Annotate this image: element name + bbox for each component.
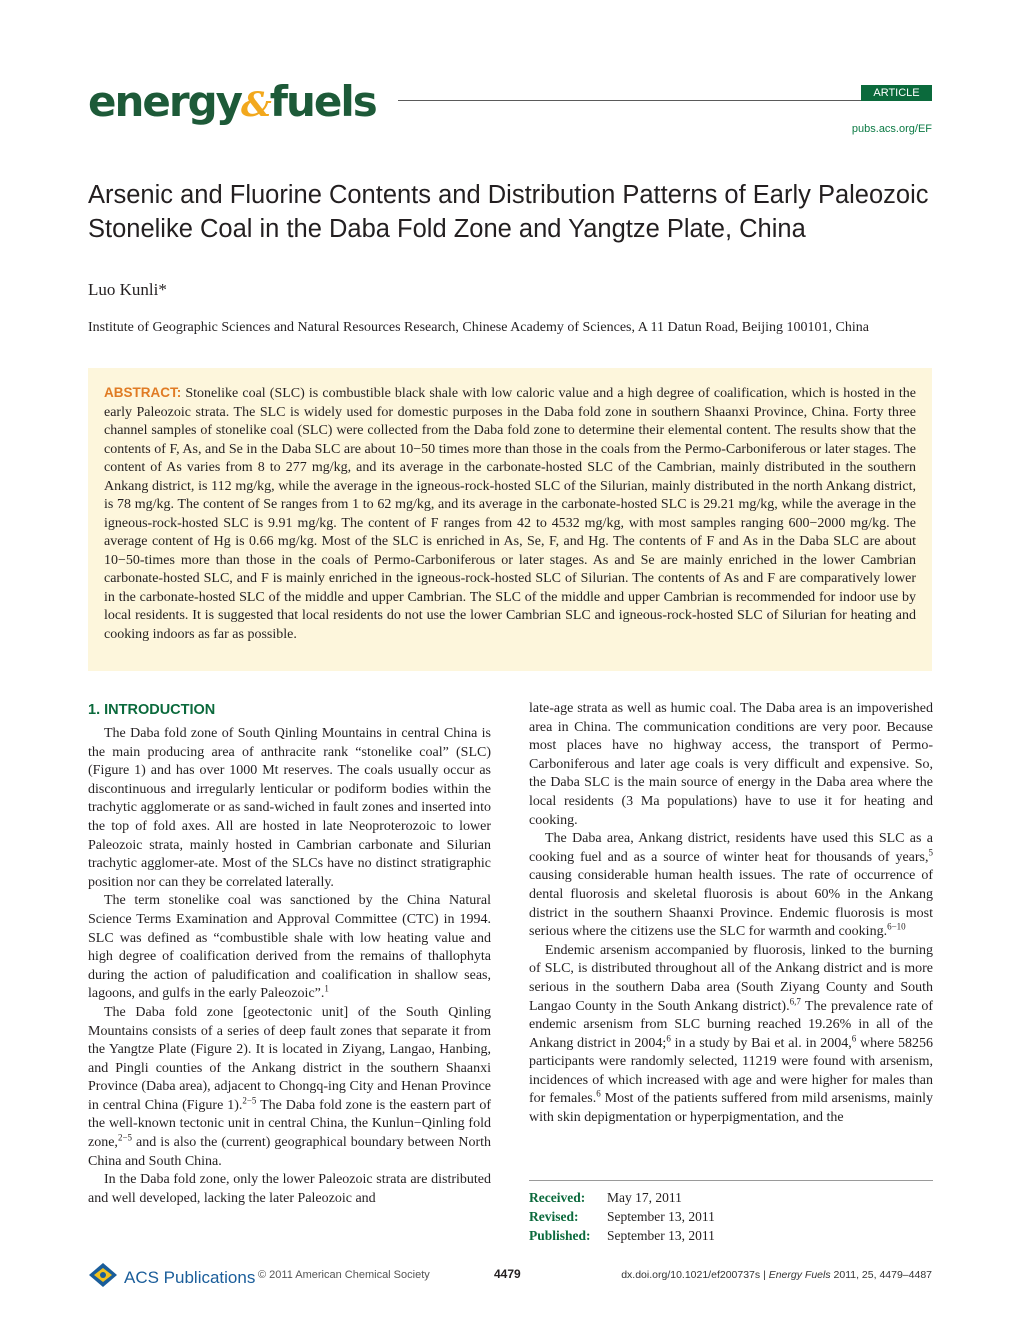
journal-abbrev: Energy Fuels xyxy=(768,1269,831,1281)
published-date: September 13, 2011 xyxy=(607,1228,715,1243)
received-date: May 17, 2011 xyxy=(607,1190,682,1205)
acs-publications-logo[interactable] xyxy=(88,1262,255,1293)
paragraph-intro-5: late-age strata as well as humic coal. The Daba area is an impoverished area in China. The communication conditions are very poor. Because most places have no highway access, the transport of Permo-Carboniferous and later age coals is very difficult and expensive. So, the Daba SLC is the main source of energy in the Daba area where the local residents (3 Ma populations) have to use it for heating and cooking. xyxy=(529,701,933,828)
abstract-text: Stonelike coal (SLC) is combustible black shale with low caloric value and a high degree of coalification, which is hosted in the early Paleozoic strata. The SLC is widely used for domestic purposes in the Daba fold zone in southern Shaanxi Province, China. Forty three channel samples of stonelike coal (SLC) were collected from the Daba fold zone to determine their elemental content. The results show that the contents of F, As, and Se in the Daba SLC are about 10−50 times more than those in the coals from the Permo-Carboniferous or later stages. The content of As varies from 8 to 277 mg/kg, and its average in the carbonate-hosted SLC of the Cambrian, mainly distributed in the southern Ankang district, is 112 mg/kg, while the average in the igneous-rock-hosted SLC of the Silurian, mainly distributed in the north Ankang district, is 78 mg/kg. The content of Se ranges from 1 to 62 mg/kg, and its average in the carbonate-hosted SLC is 29.21 mg/kg, while the average in the igneous-rock-hosted SLC is 9.91 mg/kg. The content of F ranges from 42 to 4532 mg/kg, with most samples ranging 600−2000 mg/kg. The average content of Hg is 0.66 mg/kg. Most of the SLC is enriched in As, Se, F, and Hg. The contents of F and As in the Daba SLC are about 10−50-times more than those in the coals of Permo-Carboniferous or later stages. As and Se are mainly enriched in the lower Cambrian carbonate-hosted SLC, and F is mainly enriched in the igneous-rock-hosted SLC of Silurian. The contents of As and F are comparatively lower in the carbonate-hosted SLC of the middle and upper Cambrian. The SLC of the middle and upper Cambrian is recommended for indoor use by local residents. It is suggested that local residents do not use the lower Cambrian SLC and igneous-rock-hosted SLC of Silurian for heating and cooking indoors as far as possible. xyxy=(104,386,916,642)
citation-ref[interactable]: 1 xyxy=(324,983,329,994)
journal-url-link[interactable]: pubs.acs.org/EF xyxy=(851,123,932,135)
paragraph-text: causing considerable human health issues. The rate of occurrence of dental fluorosis and skeletal fluorosis is about 60% in the Ankang district in the southern Shaanxi Province. Endemic fluorosis is most serious where the citizens use the SLC for warmth and cooking. xyxy=(529,868,933,940)
journal-logo xyxy=(88,78,376,129)
abstract-label: ABSTRACT: xyxy=(104,385,182,400)
citation-ref[interactable]: 2−5 xyxy=(117,1132,133,1143)
published-row xyxy=(529,1226,715,1245)
paragraph-intro-2 xyxy=(88,892,491,1004)
right-column xyxy=(529,700,933,1128)
publication-dates xyxy=(529,1188,715,1245)
paragraph-text: Most of the patients suffered from mild arsenisms, mainly with skin depigmentation or hyperpigmentation, and the xyxy=(529,1091,934,1126)
paragraph-text: The Daba fold zone is the eastern part of the well-known tectonic unit in central China, the Kunlun−Qinling fold zone, xyxy=(88,1097,491,1151)
copyright-notice: © 2011 American Chemical Society xyxy=(258,1269,430,1281)
journal-name-amp: & xyxy=(241,85,270,125)
citation-ref[interactable]: 6 xyxy=(851,1033,857,1044)
left-column xyxy=(88,700,491,1208)
published-label: Published: xyxy=(529,1228,591,1243)
paragraph-text: where 58256 participants were randomly selected, 11219 were found with arsenism, incidences of which increased with age and were higher for males than for females. xyxy=(529,1035,933,1107)
doi-link[interactable]: dx.doi.org/10.1021/ef200737s xyxy=(621,1269,761,1281)
paragraph-intro-7 xyxy=(529,942,933,1128)
dates-rule xyxy=(529,1180,933,1181)
paragraph-text: The prevalence rate of endemic arsenism from SLC burning reached 19.26% in all of the Ankang district in 2004; xyxy=(529,998,933,1051)
page-number: 4479 xyxy=(494,1267,521,1281)
paragraph-intro-1: The Daba fold zone of South Qinling Mountains in central China is the main producing area of anthracite rank “stonelike coal” (SLC) (Figure 1) and has over 1000 Mt reserves. The coals usually occur as discontinuous and irregularly lenticular or podiform bodies within the trachytic agglomerate or as sand-wiched in fault zones and inserted into the top of fold axes. All are hosted in late Neoproterozoic to lower Paleozoic strata, mainly hosted in Cambrian carbonate and Silurian trachytic agglomer-ate. Most of the SLCs have no distinct stratigraphic position nor can they be correlated laterally. xyxy=(88,726,491,890)
abstract-box xyxy=(88,368,932,671)
author-name[interactable]: Luo Kunli* xyxy=(88,280,167,299)
paragraph-text: and is also the (current) geographical boundary between North China and South China. xyxy=(88,1135,491,1169)
paragraph-text: in a study by Bai et al. in 2004, xyxy=(670,1035,852,1051)
affiliation: Institute of Geographic Sciences and Natural Resources Research, Chinese Academy of Sciences, A 11 Datun Road, Beijing 100101, China xyxy=(88,320,869,335)
paragraph-text: Endemic arsenism accompanied by fluorosis, linked to the burning of SLC, is distributed throughout all of the Ankang district and is more serious in the southern Daba area (South Ziyang County and South Langao County in the South Ankang district). xyxy=(529,942,933,1014)
section-heading-introduction: 1. INTRODUCTION xyxy=(88,702,216,718)
citation-ref[interactable]: 6,7 xyxy=(789,995,801,1006)
paragraph-text: The term stonelike coal was sanctioned by the China Natural Science Terms Examination and Approval Committee (CTC) in 1994. SLC was defined as “combustible shale with low heating value and high degree of coalification derived from the remains of thallophyta during the action of paludification and coalification in shallow seas, lagoons, and gulfs in the early Paleozoic”. xyxy=(88,893,491,1002)
header-rule xyxy=(398,100,932,101)
paragraph-intro-3 xyxy=(88,1004,491,1171)
received-label: Received: xyxy=(529,1190,586,1205)
citation-ref[interactable]: 6−10 xyxy=(887,921,906,932)
acs-emblem-icon xyxy=(88,1262,118,1293)
paragraph-text: The Daba fold zone [geotectonic unit] of the South Qinling Mountains consists of a series of deep fault zones that separate it from the Yangtze Plate (Figure 2). It is located in Ziyang, Langao, Hanbing, and Pingli counties of the Ankang district in the southern Shaanxi Province (Daba area), adjacent to Chongq-ing City and Henan Province in central China (Figure 1). xyxy=(88,1004,491,1113)
journal-name-part1: energy xyxy=(88,77,242,126)
paragraph-intro-6 xyxy=(529,830,933,942)
article-badge: ARTICLE xyxy=(861,85,932,101)
paragraph-text: The Daba area, Ankang district, residents have used this SLC as a cooking fuel and as a source of winter heat for thousands of years, xyxy=(529,831,933,865)
citation-volume-pages: 2011, 25, 4479–4487 xyxy=(830,1269,932,1281)
acs-publications-text: ACS Publications xyxy=(124,1267,256,1287)
footer-citation: dx.doi.org/10.1021/ef200737s | Energy Fuels 2011, 25, 4479–4487 xyxy=(621,1269,932,1281)
citation-ref[interactable]: 6 xyxy=(666,1033,671,1044)
revised-date: September 13, 2011 xyxy=(607,1209,715,1224)
citation-ref[interactable]: 6 xyxy=(596,1088,601,1099)
revised-label: Revised: xyxy=(529,1209,579,1224)
paragraph-intro-4: In the Daba fold zone, only the lower Paleozoic strata are distributed and well developed, lacking the later Paleozoic and xyxy=(88,1172,491,1206)
received-row xyxy=(529,1188,715,1207)
revised-row xyxy=(529,1207,715,1226)
journal-name-part2: fuels xyxy=(269,77,376,126)
citation-ref[interactable]: 2−5 xyxy=(242,1095,257,1106)
paper-title: Arsenic and Fluorine Contents and Distribution Patterns of Early Paleozoic Stonelike Coal in the Daba Fold Zone and Yangtze Plate, China xyxy=(88,181,929,243)
citation-ref[interactable]: 5 xyxy=(928,847,933,858)
